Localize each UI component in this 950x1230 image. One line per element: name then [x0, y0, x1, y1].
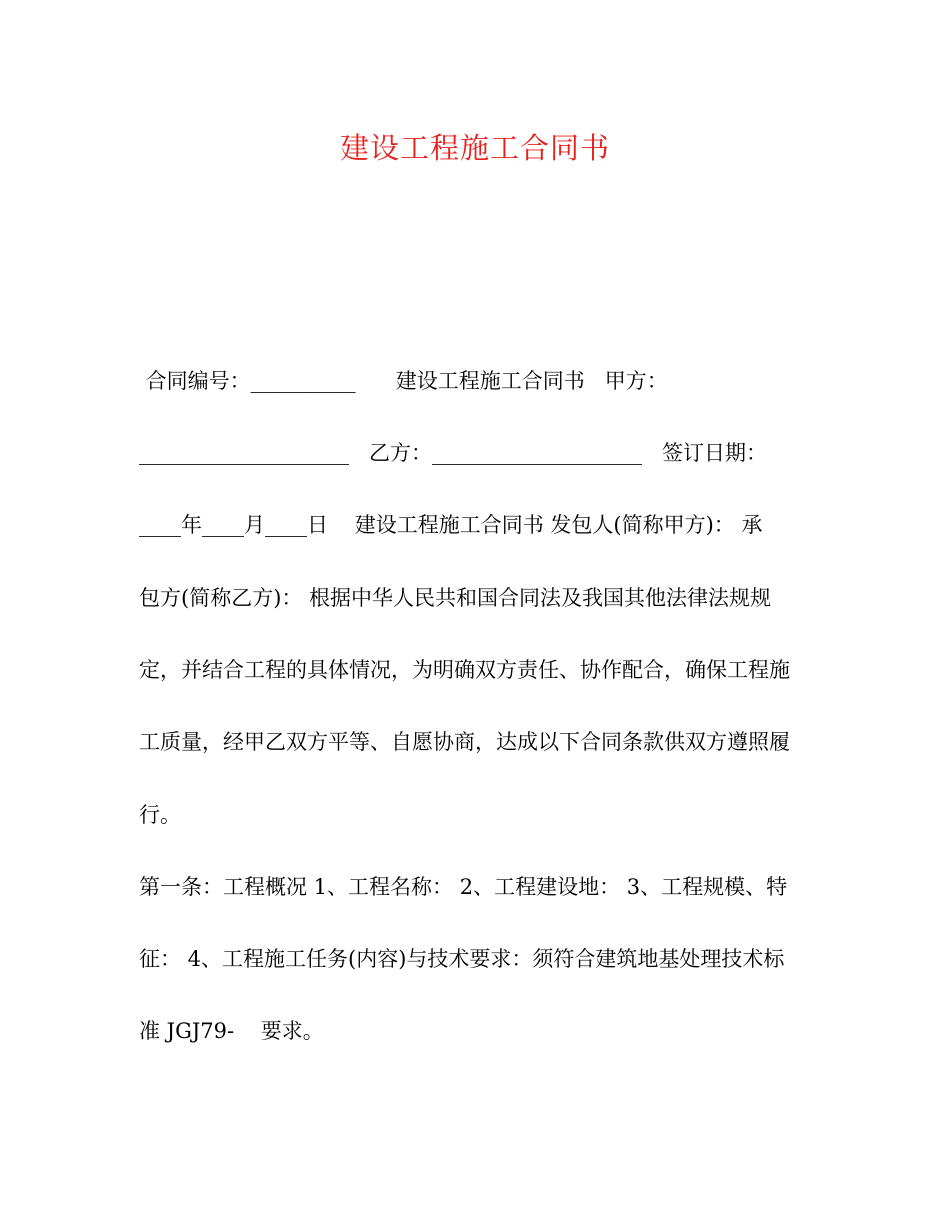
signing-date-line: ____年____月____日 建设工程施工合同书 发包人(简称甲方)： 承	[139, 513, 763, 537]
document-title: 建设工程施工合同书	[339, 131, 610, 165]
body-text-line: 行。	[139, 803, 181, 827]
article-one-line: 第一条：工程概况 1、工程名称： 2、工程建设地： 3、工程规模、特	[139, 875, 788, 899]
body-text-line: 包方(简称乙方)： 根据中华人民共和国合同法及我国其他法律法规规	[139, 586, 772, 610]
contract-header-line: 合同编号：__________ 建设工程施工合同书 甲方：	[139, 369, 668, 393]
article-one-line: 征： 4、工程施工任务(内容)与技术要求：须符合建筑地基处理技术标	[139, 947, 785, 971]
body-text-line: 定，并结合工程的具体情况，为明确双方责任、协作配合，确保工程施	[139, 658, 790, 682]
article-one-line: 准 JGJ79- 要求。	[139, 1019, 324, 1043]
body-text-line: 工质量，经甲乙双方平等、自愿协商，达成以下合同条款供双方遵照履	[139, 730, 790, 754]
parties-line: ____________________ 乙方：____________________ 签订日期：	[139, 441, 768, 465]
